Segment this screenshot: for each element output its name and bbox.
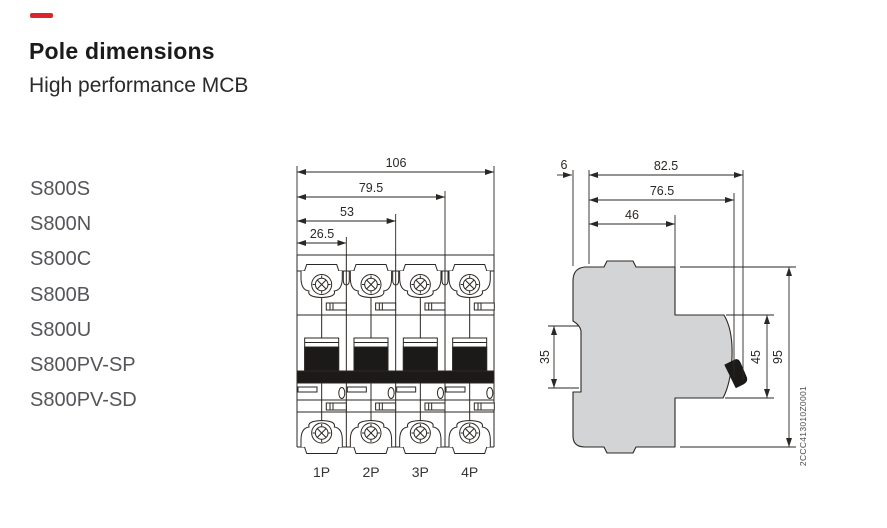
page-subtitle: High performance MCB <box>29 74 249 97</box>
front-dim-26-5: 26.5 <box>309 227 335 241</box>
front-dimensions <box>297 166 494 255</box>
side-dim-35: 35 <box>538 350 552 364</box>
side-body-profile <box>573 261 732 453</box>
pole-label-4p: 4P <box>461 464 479 480</box>
model-item: S800C <box>30 248 92 271</box>
model-item: S800U <box>30 318 92 341</box>
pole-label-2p: 2P <box>362 464 380 480</box>
document-number: 2CCC413010Z0001 <box>798 385 808 467</box>
side-view-drawing <box>538 158 796 453</box>
side-dim-76-5: 76.5 <box>649 184 675 198</box>
side-dim-6: 6 <box>560 158 568 172</box>
model-item: S800N <box>30 213 92 236</box>
side-dim-95: 95 <box>771 350 785 364</box>
side-dim-82-5: 82.5 <box>653 159 679 173</box>
pole-label-1p: 1P <box>312 464 331 480</box>
pole-label-3p: 3P <box>411 464 429 480</box>
front-dim-53: 53 <box>340 205 354 219</box>
model-item: S800S <box>30 178 91 200</box>
front-dim-106: 106 <box>385 156 407 170</box>
page-title: Pole dimensions <box>29 38 215 64</box>
side-dim-45: 45 <box>749 350 763 364</box>
model-item: S800B <box>30 283 91 306</box>
model-item: S800PV-SD <box>30 389 137 412</box>
side-dim-46: 46 <box>625 208 639 222</box>
handle-tie-bar <box>297 371 494 383</box>
model-item: S800PV-SP <box>30 353 136 376</box>
front-view-drawing <box>297 156 494 480</box>
front-dim-79-5: 79.5 <box>358 181 384 195</box>
